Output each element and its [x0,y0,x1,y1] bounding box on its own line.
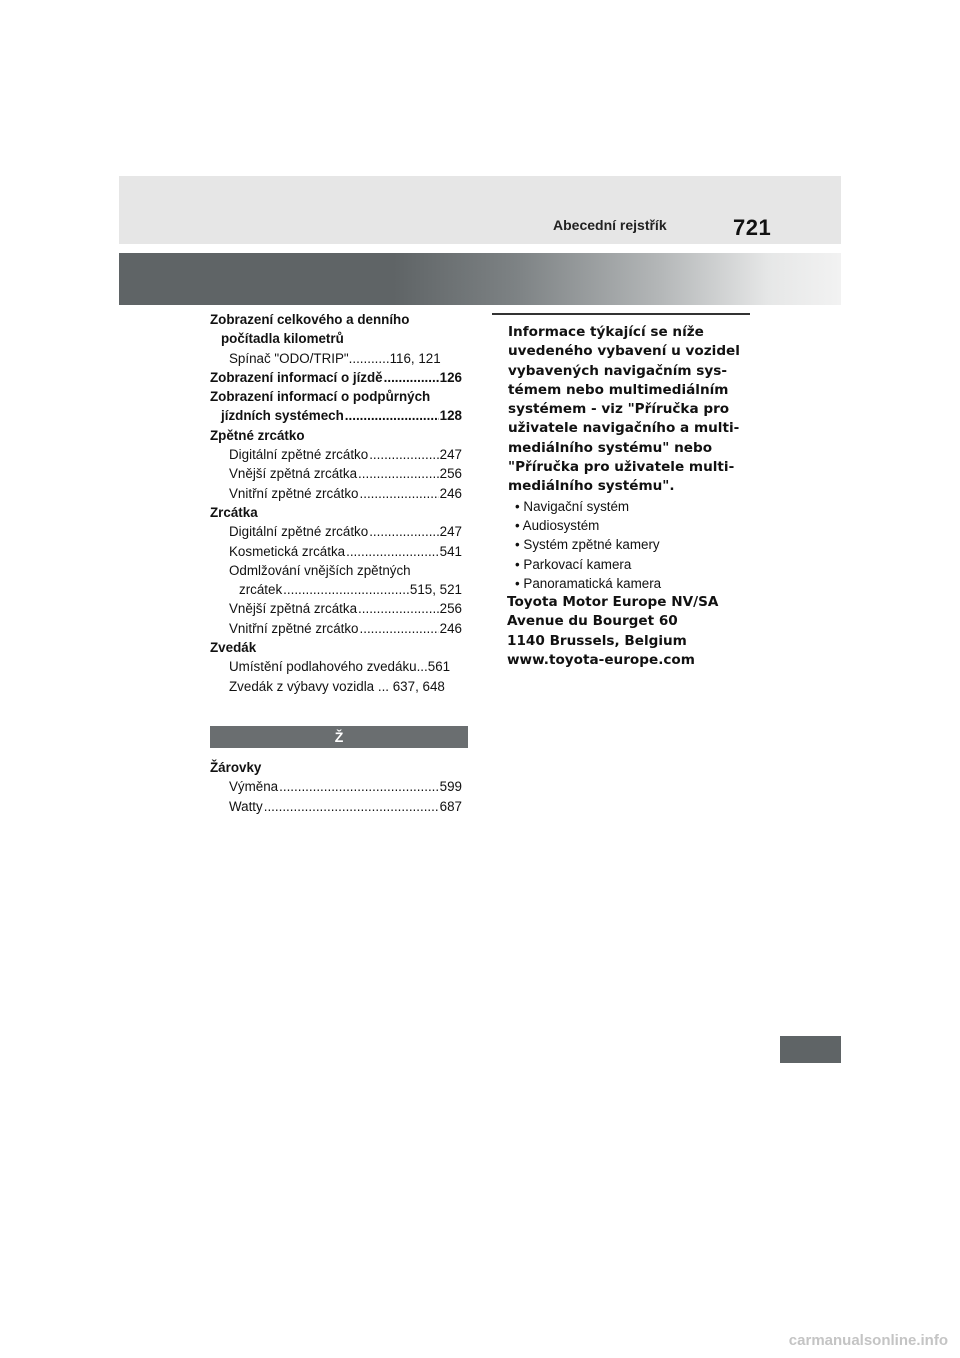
page-number: 721 [733,215,772,240]
index-entry-page: 541 [439,543,462,559]
index-entry-label: Vnitřní zpětné zrcátko [229,485,359,501]
index-entry: Odmlžování vnějších zpětných [229,562,411,578]
dot-leader [369,522,438,541]
equipment-item: • Panoramatická kamera [515,575,662,591]
notice-line: mediálního systému". [508,478,675,495]
divider-rule [492,313,750,315]
index-entry: Spínač "ODO/TRIP"...........116, 121 [229,350,441,366]
dot-leader [264,797,439,816]
address-line: Avenue du Bourget 60 [507,613,678,630]
watermark: carmanualsonline.info [788,1332,948,1349]
notice-text [508,323,750,497]
notice-line: systémem - viz "Příručka pro [508,401,730,418]
index-entry [210,599,462,618]
index-entry [210,777,462,796]
index-entry: Zrcátka [210,504,258,520]
index-entry [210,368,462,387]
index-entry-page: 247 [439,524,462,540]
index-entry-page: 256 [439,466,462,482]
dot-leader [358,464,439,483]
dot-leader [283,580,409,599]
company-address [507,593,750,670]
dot-leader [345,406,439,425]
dot-leader [384,368,439,387]
index-entry-page: 687 [439,798,462,814]
index-entry-label: Vnější zpětná zrcátka [229,466,358,482]
index-entry [210,445,462,464]
index-entry: Zvedák [210,640,257,656]
index-entry-label: zrcátek [239,582,283,598]
notice-line: témem nebo multimediálním [508,381,729,398]
index-column [210,310,462,816]
index-entry-label: Digitální zpětné zrcátko [229,524,369,540]
notice-column [508,313,750,670]
index-entry [210,580,462,599]
index-entry: Žárovky [210,759,262,775]
address-line: www.toyota-europe.com [507,652,695,669]
index-entry: Zvedák z výbavy vozidla ... 637, 648 [229,678,445,694]
index-entry-label: Vnitřní zpětné zrcátko [229,620,359,636]
dot-leader [279,777,439,796]
index-entry-label: Vnější zpětná zrcátka [229,601,358,617]
equipment-item: • Navigační systém [515,498,630,514]
index-entry-label: Watty [229,798,263,814]
dot-leader [358,599,439,618]
index-entry [210,542,462,561]
notice-line: "Příručka pro uživatele multi- [508,459,735,476]
index-entry-page: 246 [439,620,462,636]
address-line: Toyota Motor Europe NV/SA [507,594,719,611]
index-entry-label: Zobrazení informací o jízdě [210,369,383,385]
equipment-item: • Parkovací kamera [515,556,632,572]
index-entry-page: 599 [439,779,462,795]
index-entry: Zpětné zrcátko [210,427,305,443]
index-entry-page: 246 [439,485,462,501]
dot-leader [369,445,438,464]
index-entry [210,797,462,816]
section-title: Abecední rejstřík [553,217,667,233]
index-entry-label: Kosmetická zrcátka [229,543,346,559]
dot-leader [346,542,439,561]
equipment-item: • Systém zpětné kamery [515,537,660,553]
index-entry-label: Výměna [229,779,279,795]
index-entry [210,619,462,638]
notice-line: uvedeného vybavení u vozidel [508,343,740,360]
index-entry-label: Digitální zpětné zrcátko [229,447,369,463]
index-entry: Zobrazení informací o podpůrných [210,389,431,405]
index-entries-after-letter [210,758,462,816]
index-entry-page: 247 [439,447,462,463]
index-entry [210,522,462,541]
equipment-list [508,497,750,593]
index-entry-page: 256 [439,601,462,617]
thumb-index-tab [780,1036,841,1063]
decorative-gradient-bar [119,253,841,305]
index-entry: Umístění podlahového zvedáku...561 [229,659,451,675]
index-entry [210,406,462,425]
index-entry-page: 515, 521 [409,582,462,598]
index-entry: Zobrazení celkového a denního [210,312,410,327]
notice-line: uživatele navigačního a multi- [508,420,740,437]
notice-line: vybavených navigačním sys- [508,362,727,379]
index-entry-page: 128 [439,408,462,424]
notice-line: Informace týkající se níže [508,324,704,340]
index-entries [210,310,462,696]
dot-leader [360,484,439,503]
dot-leader [360,619,439,638]
letter-heading: Ž [210,726,468,748]
index-entry-page: 126 [439,369,462,385]
equipment-item: • Audiosystém [515,517,600,533]
index-entry [210,484,462,503]
index-entry [210,464,462,483]
index-entry: počítadla kilometrů [221,331,344,347]
index-entry-label: jízdních systémech [221,408,344,424]
notice-line: mediálního systému" nebo [508,439,713,456]
address-line: 1140 Brussels, Belgium [507,632,687,649]
